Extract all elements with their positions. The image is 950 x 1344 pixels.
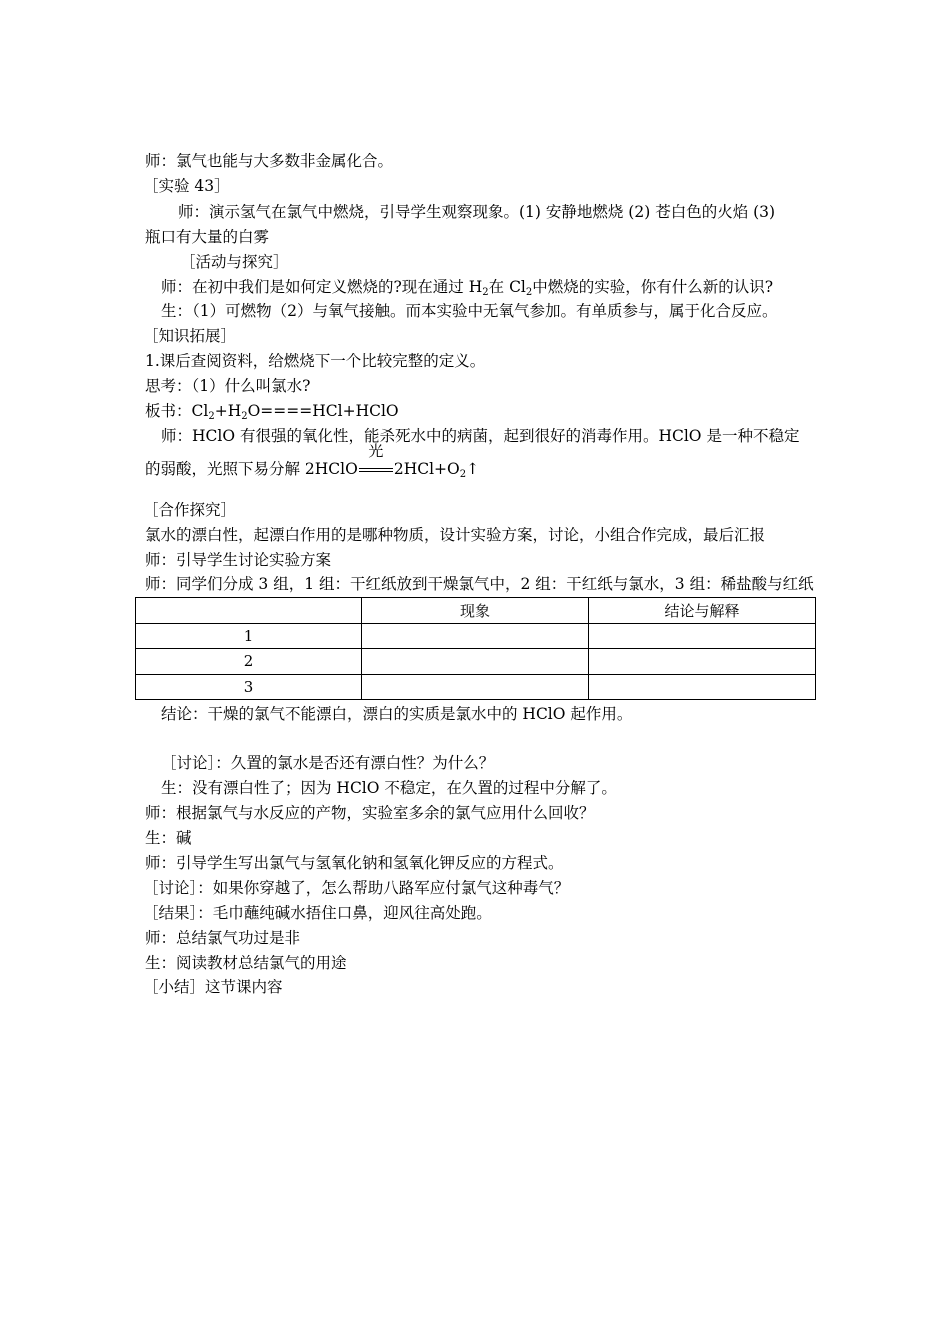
line-16: 师：引导学生讨论实验方案 bbox=[145, 551, 332, 569]
cooperation-heading: ［合作探究］ bbox=[143, 501, 237, 519]
table-header bbox=[136, 598, 362, 624]
experiment-heading: ［实验 43］ bbox=[143, 177, 230, 195]
table-row bbox=[136, 623, 816, 649]
line-17: 师：同学们分成 3 组，1 组：干红纸放到干燥氯气中，2 组：干红纸与氯水，3 组：稀盐酸与红纸 bbox=[145, 575, 814, 593]
line-13-equation: 的弱酸，光照下易分解 2HClO 光 $2HCl+O_2↑$ bbox=[145, 442, 480, 480]
line-26: 师：总结氯气功过是非 bbox=[145, 929, 301, 947]
experiment-table bbox=[135, 597, 816, 700]
line-23: 师：引导学生写出氯气与氢氧化钠和氢氧化钾反应的方程式。 bbox=[145, 854, 564, 872]
table-row bbox=[136, 649, 816, 675]
table-cell bbox=[589, 649, 816, 675]
line-15: 氯水的漂白性，起漂白作用的是哪种物质，设计实验方案，讨论，小组合作完成，最后汇报 bbox=[145, 526, 766, 544]
knowledge-heading: ［知识拓展］ bbox=[143, 327, 237, 345]
table-header: 现象 bbox=[362, 598, 589, 624]
line-11-equation: 板书：$Cl_2+H_2O====HCl+HClO$ bbox=[145, 402, 399, 422]
line-3: 师：演示氢气在氯气中燃烧，引导学生观察现象。(1) 安静地燃烧 (2) 苍白色的火焰 (3) bbox=[178, 203, 776, 221]
line-22: 生：碱 bbox=[145, 829, 192, 847]
table-cell: 3 bbox=[136, 674, 362, 700]
conclusion: 结论：干燥的氯气不能漂白，漂白的实质是氯水中的 HClO 起作用。 bbox=[161, 705, 633, 723]
line-9: 1.课后查阅资料，给燃烧下一个比较完整的定义。 bbox=[145, 352, 486, 370]
table-cell bbox=[362, 623, 589, 649]
result: ［结果］：毛巾蘸纯碱水捂住口鼻，迎风往高处跑。 bbox=[143, 904, 492, 922]
line-21: 师：根据氯气与水反应的产物，实验室多余的氯气应用什么回收？ bbox=[145, 804, 595, 822]
discussion-2: ［讨论］：如果你穿越了，怎么帮助八路军应付氯气这种毒气？ bbox=[143, 879, 570, 897]
table-header: 结论与解释 bbox=[589, 598, 816, 624]
line-27: 生：阅读教材总结氯气的用途 bbox=[145, 954, 347, 972]
light-condition: 光 bbox=[368, 442, 384, 460]
line-12: 师：HClO 有很强的氧化性，能杀死水中的病菌，起到很好的消毒作用。HClO 是一种不稳定 bbox=[161, 427, 800, 445]
line-20: 生：没有漂白性了；因为 HClO 不稳定，在久置的过程中分解了。 bbox=[161, 779, 617, 797]
table-cell bbox=[589, 623, 816, 649]
table-header-row bbox=[136, 598, 816, 624]
summary-heading: ［小结］这节课内容 bbox=[143, 978, 283, 996]
table-cell: 2 bbox=[136, 649, 362, 675]
reaction-arrow bbox=[359, 442, 393, 479]
line-6: 师：在初中我们是如何定义燃烧的?现在通过 $H_2$在 $Cl_2$中燃烧的实验，你有什么新的认识? bbox=[161, 278, 774, 298]
table-cell bbox=[362, 649, 589, 675]
line-10: 思考：（1）什么叫氯水? bbox=[145, 377, 311, 395]
activity-heading: ［活动与探究］ bbox=[180, 253, 289, 271]
discussion-1: ［讨论］：久置的氯水是否还有漂白性？为什么？ bbox=[161, 754, 495, 772]
line-4: 瓶口有大量的白雾 bbox=[145, 228, 270, 246]
table-cell: 1 bbox=[136, 623, 362, 649]
line-1: 师：氯气也能与大多数非金属化合。 bbox=[145, 152, 394, 170]
table-cell bbox=[589, 674, 816, 700]
line-7: 生：（1）可燃物（2）与氧气接触。而本实验中无氧气参加。有单质参与，属于化合反应。 bbox=[161, 302, 778, 320]
table-cell bbox=[362, 674, 589, 700]
table-row bbox=[136, 674, 816, 700]
